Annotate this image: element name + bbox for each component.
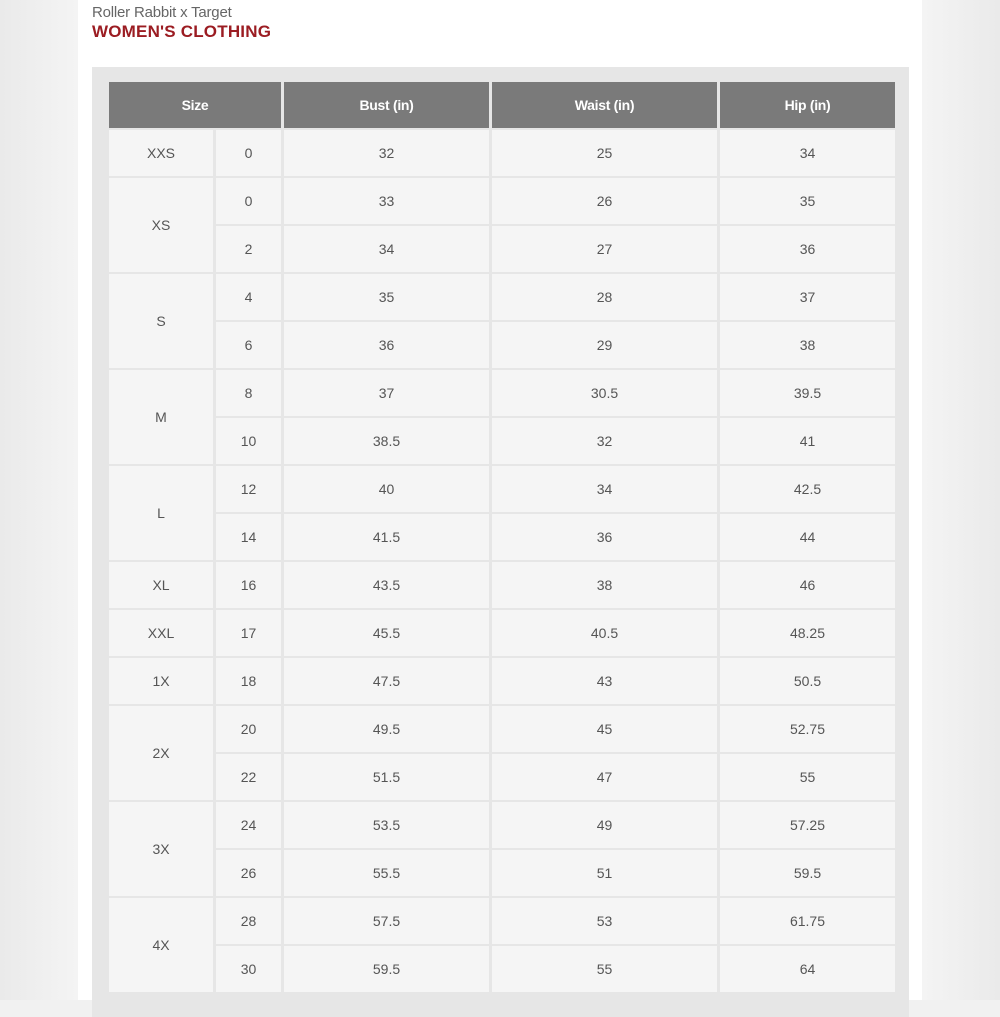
hip-cell: 61.75	[720, 898, 895, 944]
left-margin	[0, 0, 78, 1000]
numeric-size-cell: 8	[216, 370, 281, 416]
waist-cell: 28	[492, 274, 717, 320]
size-label-cell: XXS	[109, 130, 213, 176]
size-label-cell: 3X	[109, 802, 213, 896]
numeric-size-cell: 2	[216, 226, 281, 272]
bust-cell: 43.5	[284, 562, 489, 608]
bust-cell: 36	[284, 322, 489, 368]
bust-cell: 59.5	[284, 946, 489, 992]
waist-cell: 51	[492, 850, 717, 896]
table-row	[109, 706, 895, 752]
hip-cell: 57.25	[720, 802, 895, 848]
waist-cell: 38	[492, 562, 717, 608]
waist-cell: 45	[492, 706, 717, 752]
table-row	[109, 130, 895, 176]
numeric-size-cell: 10	[216, 418, 281, 464]
hip-cell: 41	[720, 418, 895, 464]
table-row	[109, 514, 895, 560]
waist-cell: 47	[492, 754, 717, 800]
hip-cell: 52.75	[720, 706, 895, 752]
hip-cell: 50.5	[720, 658, 895, 704]
table-row	[109, 898, 895, 944]
size-label-cell: XS	[109, 178, 213, 272]
bust-cell: 51.5	[284, 754, 489, 800]
numeric-size-cell: 0	[216, 178, 281, 224]
page-title: WOMEN'S CLOTHING	[92, 22, 272, 41]
hip-cell: 44	[720, 514, 895, 560]
bust-cell: 32	[284, 130, 489, 176]
numeric-size-cell: 12	[216, 466, 281, 512]
waist-cell: 53	[492, 898, 717, 944]
table-row	[109, 466, 895, 512]
size-chart-body	[109, 130, 895, 992]
bust-cell: 45.5	[284, 610, 489, 656]
bust-cell: 41.5	[284, 514, 489, 560]
waist-cell: 32	[492, 418, 717, 464]
table-row	[109, 226, 895, 272]
table-row	[109, 562, 895, 608]
hip-cell: 34	[720, 130, 895, 176]
numeric-size-cell: 26	[216, 850, 281, 896]
hip-cell: 37	[720, 274, 895, 320]
waist-cell: 49	[492, 802, 717, 848]
size-label-cell: XL	[109, 562, 213, 608]
hip-cell: 39.5	[720, 370, 895, 416]
numeric-size-cell: 28	[216, 898, 281, 944]
table-row	[109, 658, 895, 704]
waist-cell: 29	[492, 322, 717, 368]
numeric-size-cell: 20	[216, 706, 281, 752]
bust-cell: 37	[284, 370, 489, 416]
bust-cell: 53.5	[284, 802, 489, 848]
header-size: Size	[109, 82, 281, 128]
bust-cell: 33	[284, 178, 489, 224]
hip-cell: 64	[720, 946, 895, 992]
header-waist: Waist (in)	[492, 82, 717, 128]
size-label-cell: L	[109, 466, 213, 560]
bust-cell: 49.5	[284, 706, 489, 752]
waist-cell: 26	[492, 178, 717, 224]
bust-cell: 57.5	[284, 898, 489, 944]
numeric-size-cell: 4	[216, 274, 281, 320]
numeric-size-cell: 24	[216, 802, 281, 848]
size-label-cell: 4X	[109, 898, 213, 992]
numeric-size-cell: 22	[216, 754, 281, 800]
numeric-size-cell: 6	[216, 322, 281, 368]
hip-cell: 35	[720, 178, 895, 224]
table-row	[109, 946, 895, 992]
hip-cell: 55	[720, 754, 895, 800]
header-hip: Hip (in)	[720, 82, 895, 128]
size-label-cell: 1X	[109, 658, 213, 704]
waist-cell: 27	[492, 226, 717, 272]
right-margin	[922, 0, 1000, 1000]
table-row	[109, 754, 895, 800]
table-row	[109, 178, 895, 224]
size-chart-table	[106, 80, 898, 994]
waist-cell: 55	[492, 946, 717, 992]
waist-cell: 43	[492, 658, 717, 704]
waist-cell: 36	[492, 514, 717, 560]
numeric-size-cell: 17	[216, 610, 281, 656]
size-label-cell: XXL	[109, 610, 213, 656]
hip-cell: 42.5	[720, 466, 895, 512]
table-row	[109, 322, 895, 368]
bust-cell: 35	[284, 274, 489, 320]
size-label-cell: M	[109, 370, 213, 464]
bust-cell: 47.5	[284, 658, 489, 704]
waist-cell: 25	[492, 130, 717, 176]
numeric-size-cell: 0	[216, 130, 281, 176]
header-bust: Bust (in)	[284, 82, 489, 128]
numeric-size-cell: 14	[216, 514, 281, 560]
table-row	[109, 850, 895, 896]
waist-cell: 34	[492, 466, 717, 512]
numeric-size-cell: 18	[216, 658, 281, 704]
table-row	[109, 274, 895, 320]
size-label-cell: 2X	[109, 706, 213, 800]
bust-cell: 40	[284, 466, 489, 512]
table-header-row	[109, 82, 895, 128]
hip-cell: 36	[720, 226, 895, 272]
bust-cell: 55.5	[284, 850, 489, 896]
hip-cell: 48.25	[720, 610, 895, 656]
bust-cell: 34	[284, 226, 489, 272]
brand-label: Roller Rabbit x Target	[92, 4, 232, 21]
table-row	[109, 802, 895, 848]
table-row	[109, 418, 895, 464]
waist-cell: 30.5	[492, 370, 717, 416]
table-row	[109, 610, 895, 656]
hip-cell: 38	[720, 322, 895, 368]
bust-cell: 38.5	[284, 418, 489, 464]
hip-cell: 46	[720, 562, 895, 608]
size-label-cell: S	[109, 274, 213, 368]
hip-cell: 59.5	[720, 850, 895, 896]
numeric-size-cell: 30	[216, 946, 281, 992]
numeric-size-cell: 16	[216, 562, 281, 608]
waist-cell: 40.5	[492, 610, 717, 656]
table-row	[109, 370, 895, 416]
